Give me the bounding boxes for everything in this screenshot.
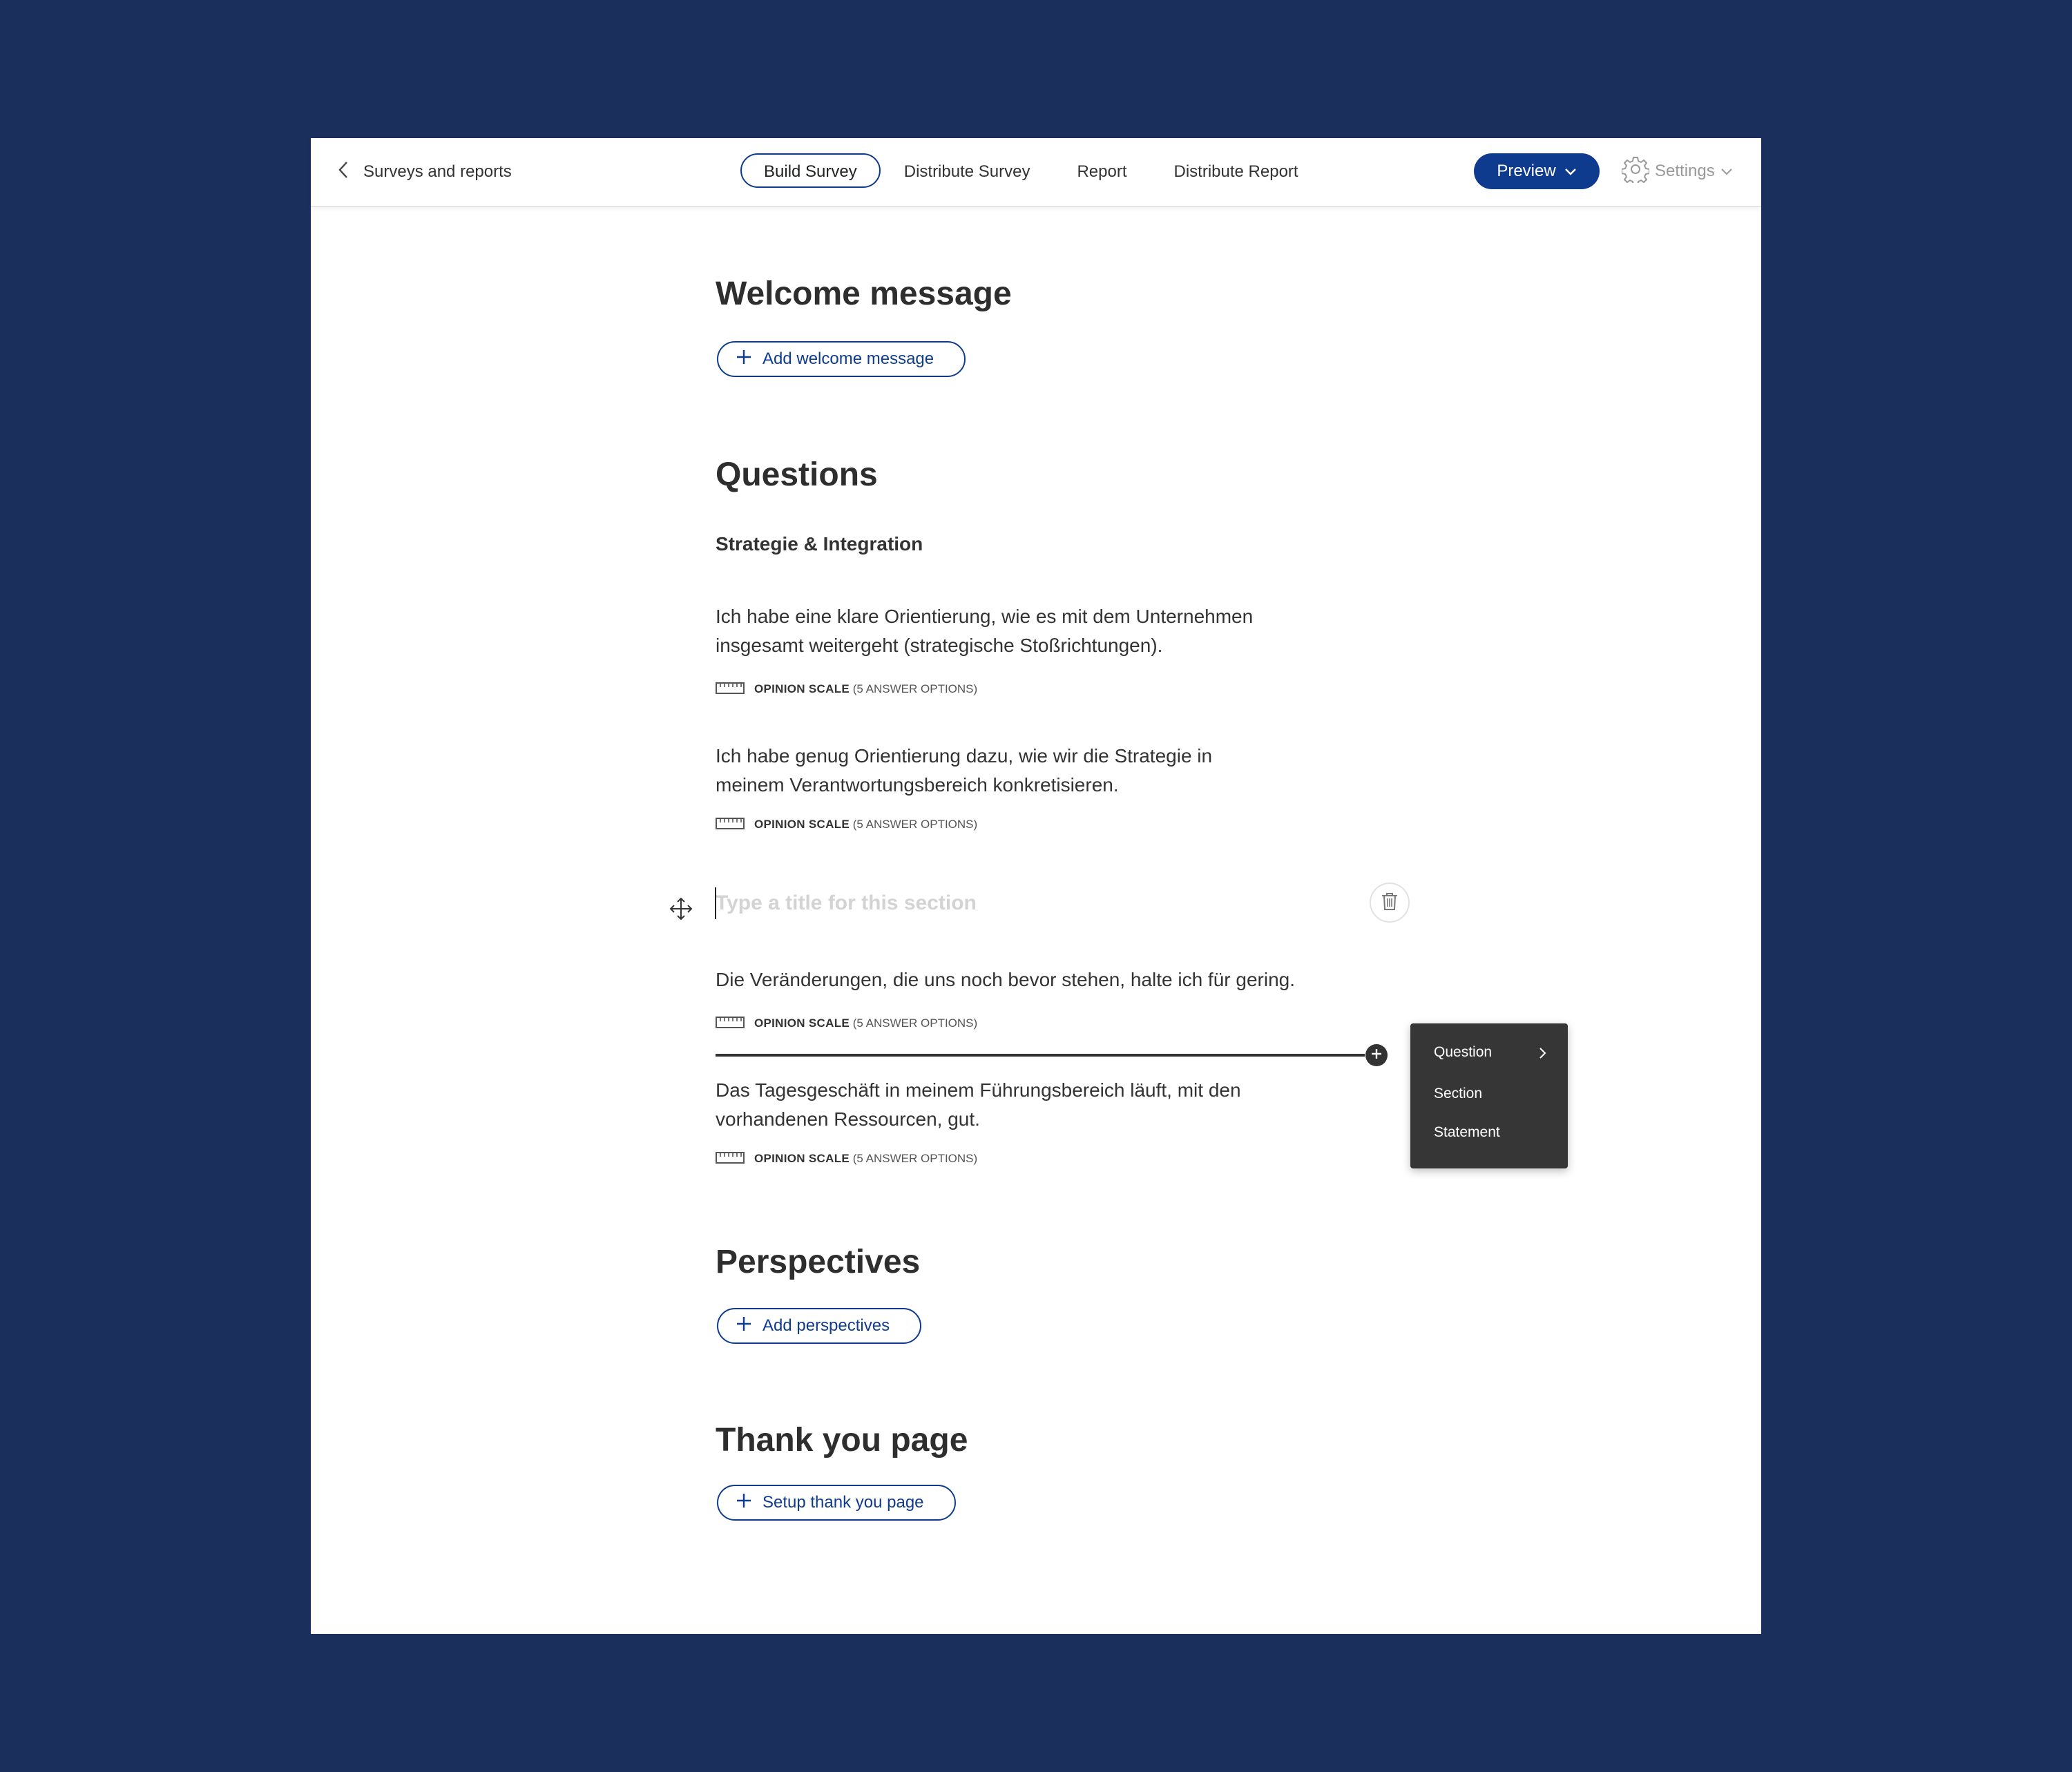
ruler-icon xyxy=(716,1150,745,1168)
question-type-label: OPINION SCALE xyxy=(754,682,850,695)
answer-options-label: (5 ANSWER OPTIONS) xyxy=(852,818,978,831)
chevron-right-icon xyxy=(1539,1047,1547,1063)
back-link[interactable] xyxy=(338,157,512,186)
insert-divider-line xyxy=(716,1054,1365,1057)
question-line: vorhandenen Ressourcen, gut. xyxy=(716,1108,980,1130)
plus-icon xyxy=(736,1493,751,1513)
section-title-strategie[interactable]: Strategie & Integration xyxy=(716,533,923,555)
question-line: Das Tagesgeschäft in meinem Führungsbereich läuft, mit den xyxy=(716,1079,1241,1101)
menu-item-section-label: Section xyxy=(1434,1086,1483,1101)
answer-options-label: (5 ANSWER OPTIONS) xyxy=(852,1152,978,1165)
preview-button[interactable] xyxy=(1474,153,1600,189)
menu-item-statement[interactable] xyxy=(1434,1124,1500,1141)
answer-options-label: (5 ANSWER OPTIONS) xyxy=(852,1017,978,1030)
insert-menu xyxy=(1410,1023,1568,1168)
survey-builder-window xyxy=(311,138,1761,1634)
menu-item-question-label: Question xyxy=(1434,1044,1493,1060)
delete-section-button[interactable] xyxy=(1370,883,1410,923)
ruler-icon xyxy=(716,680,745,699)
tab-report[interactable]: Report xyxy=(1077,162,1127,181)
add-welcome-message-button[interactable] xyxy=(717,341,966,377)
add-perspectives-label: Add perspectives xyxy=(762,1316,890,1335)
tab-distribute-survey[interactable]: Distribute Survey xyxy=(903,162,1030,181)
gear-icon xyxy=(1622,155,1649,188)
question-line: Ich habe genug Orientierung dazu, wie wir die Strategie in xyxy=(716,745,1213,767)
perspectives-heading: Perspectives xyxy=(716,1244,921,1280)
menu-item-statement-label: Statement xyxy=(1434,1124,1500,1140)
question-text[interactable] xyxy=(716,742,1337,800)
question-meta xyxy=(716,816,977,833)
question-text[interactable] xyxy=(716,1076,1337,1134)
plus-icon xyxy=(736,1316,751,1336)
question-line: insgesamt weitergeht (strategische Stoßrichtungen). xyxy=(716,635,1163,656)
ruler-icon xyxy=(716,1014,745,1033)
top-navigation-bar xyxy=(311,138,1761,207)
insert-item-button[interactable] xyxy=(1365,1044,1388,1066)
question-meta xyxy=(716,1150,977,1167)
section-title-input[interactable] xyxy=(716,887,1323,920)
question-meta xyxy=(716,681,977,697)
ruler-icon xyxy=(716,816,745,834)
add-welcome-message-label: Add welcome message xyxy=(762,349,934,368)
plus-icon xyxy=(1370,1048,1383,1063)
chevron-left-icon xyxy=(338,161,348,184)
welcome-heading: Welcome message xyxy=(716,276,1012,312)
question-line: Ich habe eine klare Orientierung, wie es mit dem Unternehmen xyxy=(716,606,1254,627)
settings-menu[interactable] xyxy=(1622,156,1733,186)
text-caret xyxy=(715,887,716,919)
question-meta xyxy=(716,1015,977,1032)
preview-button-label: Preview xyxy=(1497,162,1556,180)
plus-icon xyxy=(736,349,751,369)
question-line: Die Veränderungen, die uns noch bevor stehen, halte ich für gering. xyxy=(716,969,1296,990)
menu-item-section[interactable] xyxy=(1434,1086,1482,1102)
menu-item-question[interactable] xyxy=(1434,1044,1492,1061)
questions-heading: Questions xyxy=(716,456,878,493)
settings-label: Settings xyxy=(1655,162,1715,180)
setup-thank-you-page-button[interactable] xyxy=(717,1485,956,1521)
setup-thank-you-page-label: Setup thank you page xyxy=(762,1493,924,1512)
question-type-label: OPINION SCALE xyxy=(754,1152,850,1165)
move-icon[interactable] xyxy=(669,896,693,921)
add-perspectives-button[interactable] xyxy=(717,1308,921,1344)
tab-build-survey[interactable]: Build Survey xyxy=(740,153,881,188)
answer-options-label: (5 ANSWER OPTIONS) xyxy=(852,682,978,695)
question-text[interactable] xyxy=(716,602,1337,660)
trash-icon xyxy=(1381,892,1399,914)
tab-distribute-report[interactable]: Distribute Report xyxy=(1173,162,1298,181)
main-tabs xyxy=(740,153,1322,188)
thank-you-heading: Thank you page xyxy=(716,1422,968,1458)
question-text[interactable] xyxy=(716,965,1337,994)
chevron-down-icon xyxy=(1564,162,1577,181)
question-type-label: OPINION SCALE xyxy=(754,1017,850,1030)
chevron-down-icon xyxy=(1720,162,1733,181)
question-type-label: OPINION SCALE xyxy=(754,818,850,831)
back-link-label: Surveys and reports xyxy=(363,162,512,181)
question-line: meinem Verantwortungsbereich konkretisieren. xyxy=(716,774,1119,796)
